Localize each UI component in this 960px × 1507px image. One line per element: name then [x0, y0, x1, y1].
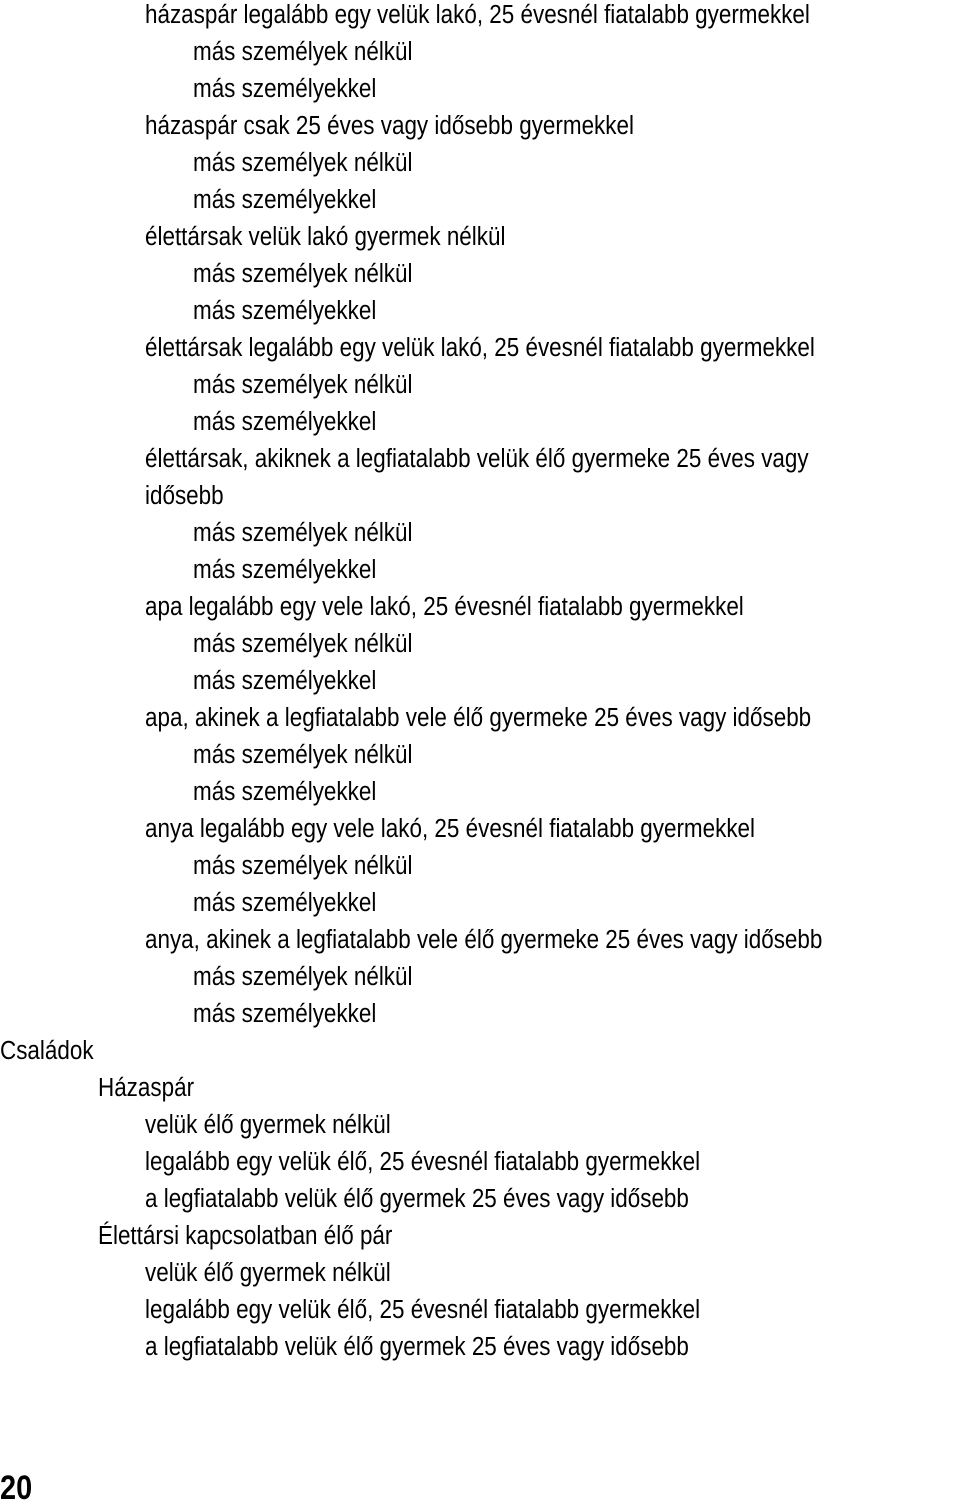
list-item: házaspár legalább egy velük lakó, 25 évesnél fiatalabb gyermekkel: [145, 1, 810, 29]
list-item: élettársak velük lakó gyermek nélkül: [145, 223, 506, 251]
list-item: élettársak legalább egy velük lakó, 25 évesnél fiatalabb gyermekkel: [145, 334, 815, 362]
list-item: velük élő gyermek nélkül: [145, 1259, 391, 1287]
list-item: más személyekkel: [193, 667, 377, 695]
list-item: más személyekkel: [193, 75, 377, 103]
list-item: más személyekkel: [193, 778, 377, 806]
list-item: velük élő gyermek nélkül: [145, 1111, 391, 1139]
list-item: más személyekkel: [193, 1000, 377, 1028]
list-item: más személyek nélkül: [193, 38, 413, 66]
subsection-heading: Élettársi kapcsolatban élő pár: [98, 1222, 393, 1250]
list-item: más személyekkel: [193, 408, 377, 436]
list-item: apa, akinek a legfiatalabb vele élő gyermeke 25 éves vagy idősebb: [145, 704, 812, 732]
list-item: anya, akinek a legfiatalabb vele élő gyermeke 25 éves vagy idősebb: [145, 926, 823, 954]
list-item: a legfiatalabb velük élő gyermek 25 éves vagy idősebb: [145, 1185, 689, 1213]
list-item: más személyekkel: [193, 297, 377, 325]
subsection-heading: Házaspár: [98, 1074, 195, 1102]
list-item: más személyek nélkül: [193, 149, 413, 177]
list-item: más személyek nélkül: [193, 519, 413, 547]
list-item: más személyekkel: [193, 889, 377, 917]
list-item: legalább egy velük élő, 25 évesnél fiatalabb gyermekkel: [145, 1148, 701, 1176]
list-item: más személyek nélkül: [193, 260, 413, 288]
section-heading: Családok: [0, 1037, 94, 1065]
list-item: más személyek nélkül: [193, 741, 413, 769]
list-item: más személyek nélkül: [193, 630, 413, 658]
list-item: más személyekkel: [193, 186, 377, 214]
list-item: más személyekkel: [193, 556, 377, 584]
list-item: házaspár csak 25 éves vagy idősebb gyermekkel: [145, 112, 634, 140]
page-number: 20: [0, 1469, 33, 1507]
list-item: más személyek nélkül: [193, 371, 413, 399]
list-item: élettársak, akiknek a legfiatalabb velük élő gyermeke 25 éves vagy: [145, 445, 809, 473]
list-item: idősebb: [145, 482, 224, 510]
list-item: apa legalább egy vele lakó, 25 évesnél fiatalabb gyermekkel: [145, 593, 744, 621]
list-item: anya legalább egy vele lakó, 25 évesnél fiatalabb gyermekkel: [145, 815, 756, 843]
list-item: a legfiatalabb velük élő gyermek 25 éves vagy idősebb: [145, 1333, 689, 1361]
list-item: más személyek nélkül: [193, 963, 413, 991]
list-item: más személyek nélkül: [193, 852, 413, 880]
list-item: legalább egy velük élő, 25 évesnél fiatalabb gyermekkel: [145, 1296, 701, 1324]
